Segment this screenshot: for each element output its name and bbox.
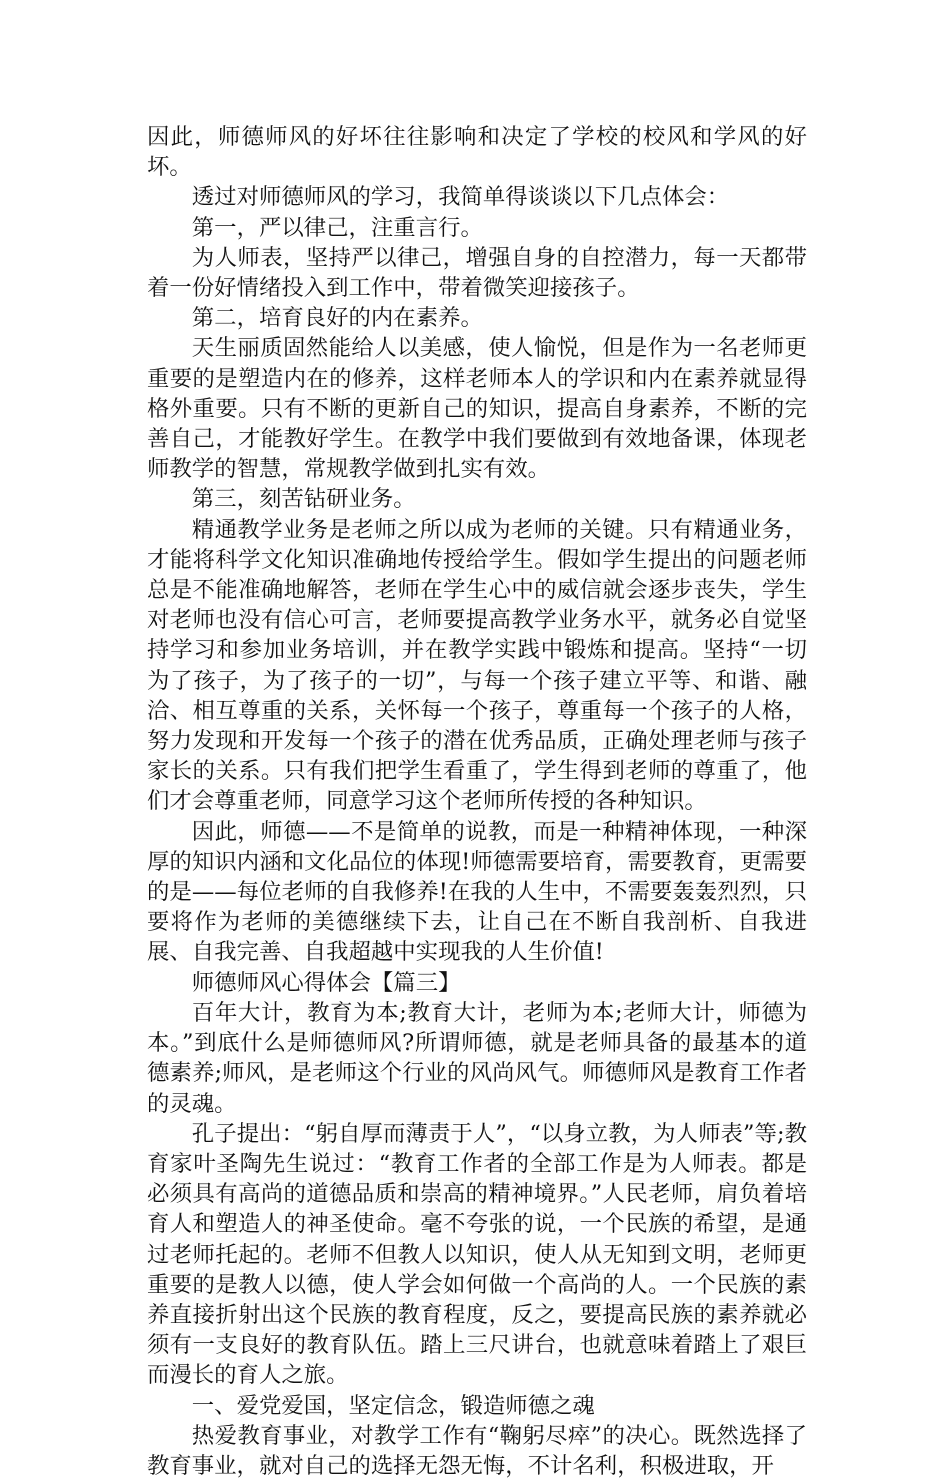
document-page [147,122,807,1481]
section-heading: 第三，刻苦钻研业务。 [191,486,416,513]
paragraph: 天生丽质固然能给人以美感，使人愉悦，但是作为一名老师更重要的是塑造内在的修养，这样老师本人的学识和内在素养就显得格外重要。只有不断的更新自己的知识，提高自身素养，不断的完善自己，才能教好学生。在教学中我们要做到有效地备课，体现老师教学的智慧，常规教学做到扎实有效。 [147,335,807,483]
paragraph: 透过对师德师风的学习，我简单得谈谈以下几点体会： [191,184,730,211]
section-heading: 第一，严以律己，注重言行。 [191,214,483,241]
paragraph: 为人师表，坚持严以律己，增强自身的自控潜力，每一天都带着一份好情绪投入到工作中，带着微笑迎接孩子。 [147,244,807,302]
paragraph: 因此，师德——不是简单的说教，而是一种精神体现，一种深厚的知识内涵和文化品位的体现!师德需要培育，需要教育，更需要的是——每位老师的自我修养!在我的人生中，不需要轰轰烈烈，只要将作为老师的美德继续下去，让自己在不断自我剖析、自我进展、自我完善、自我超越中实现我的人生价值! [147,818,807,966]
paragraph: 热爱教育事业，对教学工作有“鞠躬尽瘁”的决心。既然选择了教育事业，就对自己的选择无怨无悔，不计名利，积极进取，开 [147,1422,807,1479]
section-heading: 一、爱党爱国，坚定信念，锻造师德之魂 [191,1392,595,1419]
paragraph: 精通教学业务是老师之所以成为老师的关键。只有精通业务，才能将科学文化知识准确地传授给学生。假如学生提出的问题老师总是不能准确地解答，老师在学生心中的威信就会逐步丧失，学生对老师也没有信心可言，老师要提高教学业务水平，就务必自觉坚持学习和参加业务培训，并在教学实践中锻炼和提高。坚持“一切为了孩子，为了孩子的一切”，与每一个孩子建立平等、和谐、融洽、相互尊重的关系，关怀每一个孩子，尊重每一个孩子的人格，努力发现和开发每一个孩子的潜在优秀品质，正确处理老师与孩子家长的关系。只有我们把学生看重了，学生得到老师的尊重了，他们才会尊重老师，同意学习这个老师所传授的各种知识。 [147,516,807,815]
paragraph: 百年大计，教育为本;教育大计，老师为本;老师大计，师德为本。”到底什么是师德师风?所谓师德，就是老师具备的最基本的道德素养;师风，是老师这个行业的风尚风气。师德师风是教育工作者的灵魂。 [147,999,807,1117]
paragraph: 因此，师德师风的好坏往往影响和决定了学校的校风和学风的好坏。 [147,124,807,181]
section-heading: 第二，培育良好的内在素养。 [191,305,483,332]
article-title: 师德师风心得体会【篇三】 [191,969,461,996]
paragraph: 孔子提出：“躬自厚而薄责于人”，“以身立教，为人师表”等;教育家叶圣陶先生说过：“教育工作者的全部工作是为人师表。都是必须具有高尚的道德品质和崇高的精神境界。”人民老师，肩负着培育人和塑造人的神圣使命。毫不夸张的说，一个民族的希望，是通过老师托起的。老师不但教人以知识，使人从无知到文明，老师更重要的是教人以德，使人学会如何做一个高尚的人。一个民族的素养直接折射出这个民族的教育程度，反之，要提高民族的素养就必须有一支良好的教育队伍。踏上三尺讲台，也就意味着踏上了艰巨而漫长的育人之旅。 [147,1120,807,1389]
